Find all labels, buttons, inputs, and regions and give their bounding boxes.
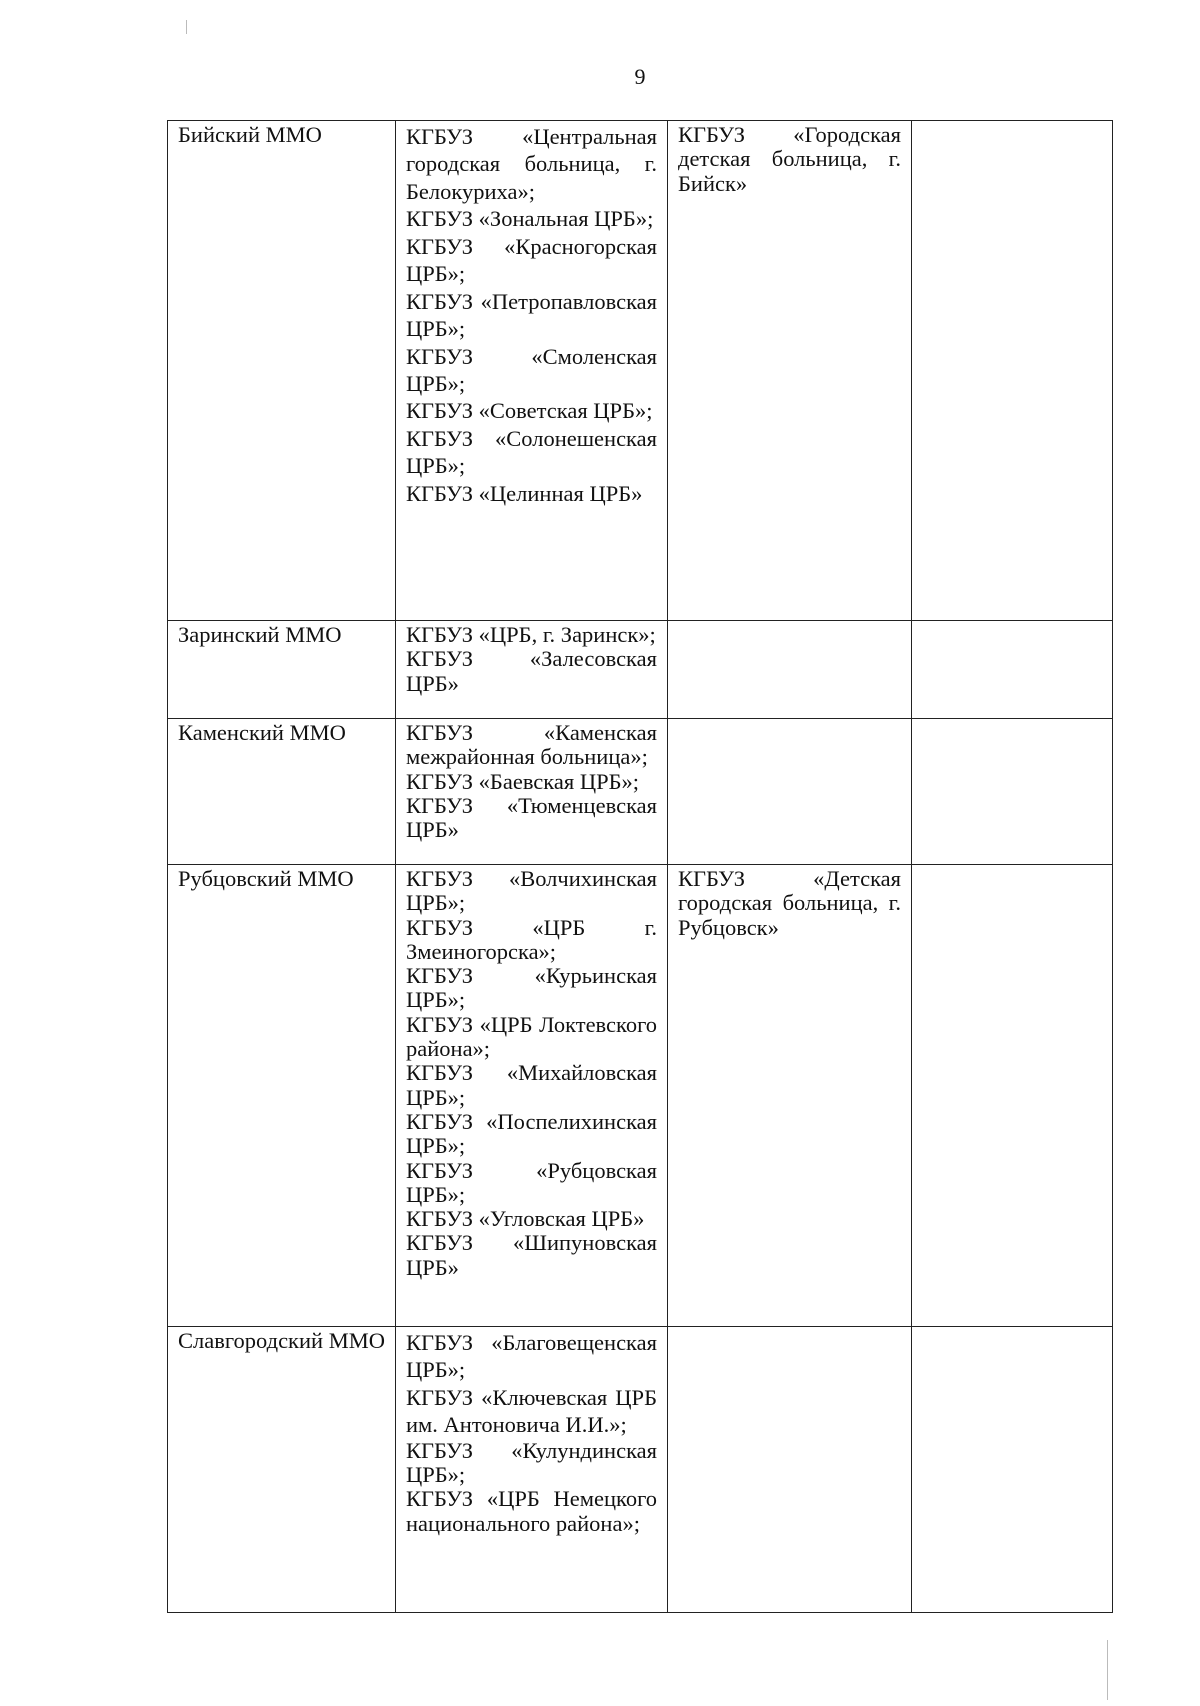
hospital-entry: КГБУЗ «Рубцовская ЦРБ»; [406,1157,657,1207]
table-row [168,865,1113,1327]
district-cell: Заринский ММО [168,621,396,719]
children-hospital-cell [668,719,912,865]
hospital-entry: КГБУЗ «Залесовская ЦРБ» [406,646,657,696]
hospital-entry: КГБУЗ «Целинная ЦРБ» [406,480,643,506]
hospital-entry: КГБУЗ «Зональная ЦРБ»; [406,206,654,232]
hospital-entry: КГБУЗ «Кулундинская ЦРБ»; [406,1437,657,1488]
hospital-entry: КГБУЗ «Волчихинская ЦРБ»; [406,866,657,916]
hospitals-cell [396,121,668,621]
hospital-entry: КГБУЗ «Благовещенская ЦРБ»; [406,1330,657,1383]
table-row [168,1327,1113,1613]
hospital-entry: КГБУЗ «Шипуновская ЦРБ» [406,1230,657,1280]
hospitals-cell [396,1327,668,1613]
hospital-entry: КГБУЗ «Михайловская ЦРБ»; [406,1060,657,1110]
hospitals-cell [396,719,668,865]
hospital-entry: КГБУЗ «Петропавловская ЦРБ»; [406,288,657,342]
district-cell: Бийский ММО [168,121,396,621]
district-cell: Славгородский ММО [168,1327,396,1613]
hospital-entry: КГБУЗ «Тюменцевская ЦРБ» [406,792,657,843]
table-row [168,121,1113,621]
hospital-entry: КГБУЗ «ЦРБ, г. Заринск»; [406,622,656,647]
scan-mark [186,20,187,34]
document-table [167,120,1113,1613]
page-number: 9 [634,64,646,89]
hospital-entry: КГБУЗ «Смоленская ЦРБ»; [406,343,657,396]
hospital-entry: КГБУЗ «ЦРБ Локтевского района»; [406,1011,657,1062]
hospital-entry: КГБУЗ «Солонешенская ЦРБ»; [406,425,657,479]
hospitals-cell [396,621,668,719]
hospital-entry: КГБУЗ «Курьинская ЦРБ»; [406,963,657,1013]
district-cell: Каменский ММО [168,719,396,865]
hospital-entry: КГБУЗ «Центральная городская больница, г. Белокуриха»; [406,124,657,204]
empty-cell [912,719,1113,865]
table-row [168,621,1113,719]
children-hospital-cell [668,1327,912,1613]
hospital-entry: КГБУЗ «ЦРБ г. Змеиногорска»; [406,914,657,964]
hospital-entry: КГБУЗ «Красногорская ЦРБ»; [406,233,657,287]
scan-mark [1107,1640,1108,1700]
hospital-entry: КГБУЗ «Баевская ЦРБ»; [406,768,640,794]
hospitals-cell [396,865,668,1327]
district-cell: Рубцовский ММО [168,865,396,1327]
hospital-entry: КГБУЗ «ЦРБ Немецкого национального района»; [406,1486,657,1536]
table-row [168,719,1113,865]
children-hospital-cell [668,865,912,1327]
hospital-entry: КГБУЗ «Каменская межрайонная больница»; [406,720,657,770]
children-hospital-cell [668,621,912,719]
empty-cell [912,865,1113,1327]
hospital-entry: КГБУЗ «Ключевская ЦРБ им. Антоновича И.И.»; [406,1384,657,1438]
hospital-entry: КГБУЗ «Поспелихинская ЦРБ»; [406,1108,657,1159]
empty-cell [912,1327,1113,1613]
empty-cell [912,621,1113,719]
hospital-entry: КГБУЗ «Советская ЦРБ»; [406,398,653,424]
children-hospital-cell [668,121,912,621]
children-hospital-entry: КГБУЗ «Детская городская больница, г. Рубцовск» [678,866,901,940]
children-hospital-entry: КГБУЗ «Городская детская больница, г. Бийск» [678,122,901,196]
hospital-entry: КГБУЗ «Угловская ЦРБ» [406,1206,645,1232]
empty-cell [912,121,1113,621]
